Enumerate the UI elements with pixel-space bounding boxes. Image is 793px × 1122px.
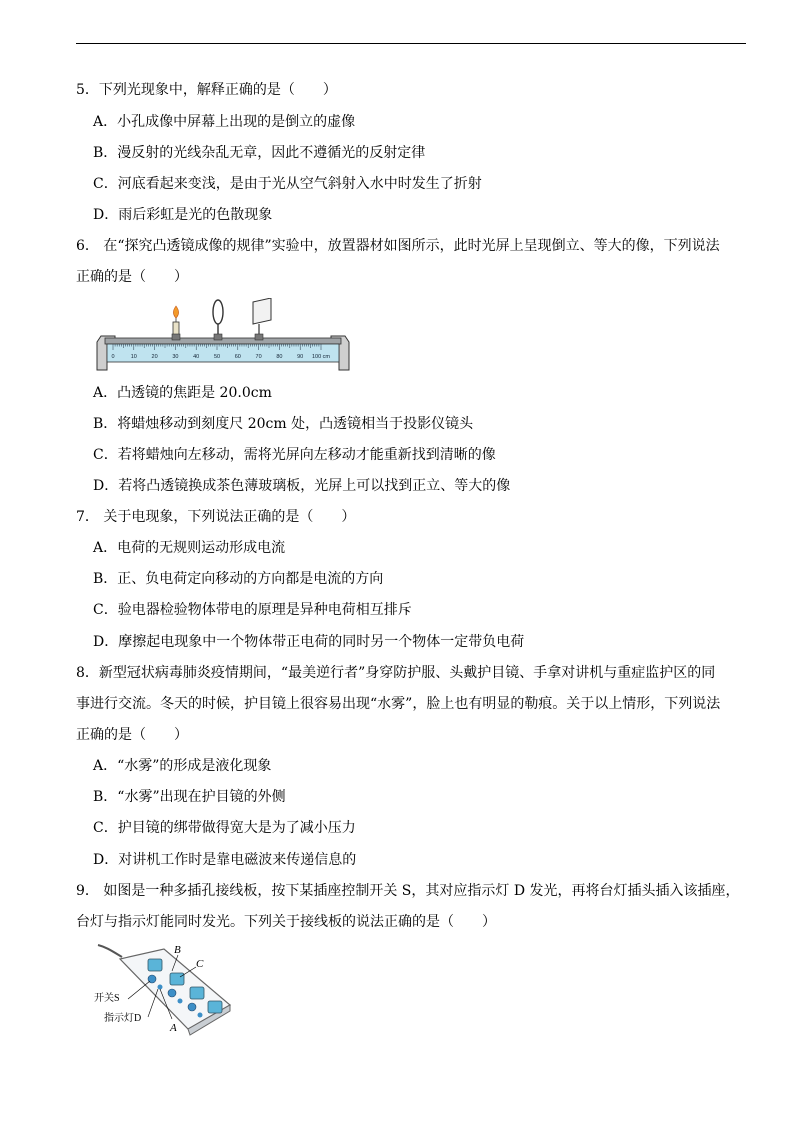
question-9-stem-line-1: 9． 如图是一种多插孔接线板，按下某插座控制开关 S，其对应指示灯 D 发光，再将台灯插头插入该插座， (76, 883, 740, 899)
question-6-stem-line-1: 6． 在“探究凸透镜成像的规律”实验中，放置器材如图所示，此时光屏上呈现倒立、等大的像，下列说法 (76, 238, 720, 254)
question-5-option-b: B．漫反射的光线杂乱无章，因此不遵循光的反射定律 (93, 145, 426, 161)
question-7-stem: 7． 关于电现象，下列说法正确的是（ ） (76, 509, 356, 525)
question-6-option-a: A．凸透镜的焦距是 20.0cm (93, 385, 272, 401)
question-7-option-c: C．验电器检验物体带电的原理是异种电荷相互排斥 (93, 602, 412, 618)
header-rule (76, 43, 746, 44)
ruler-tick-label: 70 (255, 354, 262, 360)
question-5-option-c: C．河底看起来变浅，是由于光从空气斜射入水中时发生了折射 (93, 176, 482, 192)
ruler-tick-label: 50 (213, 354, 221, 360)
ruler-tick-label: 60 (234, 354, 241, 360)
light-screen (253, 298, 271, 340)
ruler-tick-label: 30 (172, 354, 179, 360)
question-5-option-d: D．雨后彩虹是光的色散现象 (93, 207, 273, 223)
ruler-tick-label: 10 (130, 354, 137, 360)
question-6-option-d: D．若将凸透镜换成茶色薄玻璃板，光屏上可以找到正立、等大的像 (93, 478, 511, 494)
power-strip-figure (92, 943, 242, 1038)
question-9-stem-line-2: 台灯与指示灯能同时发光。下列关于接线板的说法正确的是（ ） (76, 914, 496, 930)
question-5-option-a: A．小孔成像中屏幕上出现的是倒立的虚像 (93, 114, 356, 130)
question-6-stem-line-2: 正确的是（ ） (76, 269, 188, 285)
ruler-tick-label: 100 cm (311, 354, 331, 360)
optical-bench-figure (95, 298, 351, 374)
power-cord (98, 945, 122, 957)
ruler-tick-label: 40 (193, 354, 200, 360)
question-6-option-b: B．将蜡烛移动到刻度尺 20cm 处，凸透镜相当于投影仪镜头 (93, 416, 474, 432)
ruler-tick-label: 0 (111, 354, 115, 360)
label-a: A (170, 1022, 177, 1034)
convex-lens (213, 300, 223, 340)
question-8-option-b: B．“水雾”出现在护目镜的外侧 (93, 789, 286, 805)
question-7-option-b: B．正、负电荷定向移动的方向都是电流的方向 (93, 571, 384, 587)
question-8-stem-line-3: 正确的是（ ） (76, 727, 188, 743)
question-8-option-c: C．护目镜的绑带做得宽大是为了减小压力 (93, 820, 356, 836)
label-switch-s: 开关S (94, 993, 120, 1004)
question-6-option-c: C．若将蜡烛向左移动，需将光屏向左移动才能重新找到清晰的像 (93, 447, 496, 463)
bench-ruler (107, 344, 339, 362)
ruler-tick-label: 80 (276, 354, 283, 360)
question-8-option-a: A．“水雾”的形成是液化现象 (93, 758, 272, 774)
bench-rail-top (105, 338, 341, 344)
label-c: C (196, 958, 204, 970)
candle (172, 306, 180, 340)
question-8-stem-line-1: 8．新型冠状病毒肺炎疫情期间，“最美逆行者”身穿防护服、头戴护目镜、手拿对讲机与重症监护区的同 (76, 665, 716, 681)
question-8-option-d: D．对讲机工作时是靠电磁波来传递信息的 (93, 852, 357, 868)
label-b: B (174, 944, 181, 956)
ruler-tick-label: 90 (297, 354, 304, 360)
label-indicator-d: 指示灯D (104, 1013, 142, 1024)
question-7-option-a: A．电荷的无规则运动形成电流 (93, 540, 286, 556)
question-8-stem-line-2: 事进行交流。冬天的时候，护目镜上很容易出现“水雾”，脸上也有明显的勒痕。关于以上情形，下列说法 (76, 696, 721, 712)
question-5-stem: 5．下列光现象中，解释正确的是（ ） (76, 82, 337, 98)
question-7-option-d: D．摩擦起电现象中一个物体带正电荷的同时另一个物体一定带负电荷 (93, 634, 525, 650)
ruler-tick-label: 20 (151, 354, 158, 360)
flame-icon (173, 306, 178, 318)
